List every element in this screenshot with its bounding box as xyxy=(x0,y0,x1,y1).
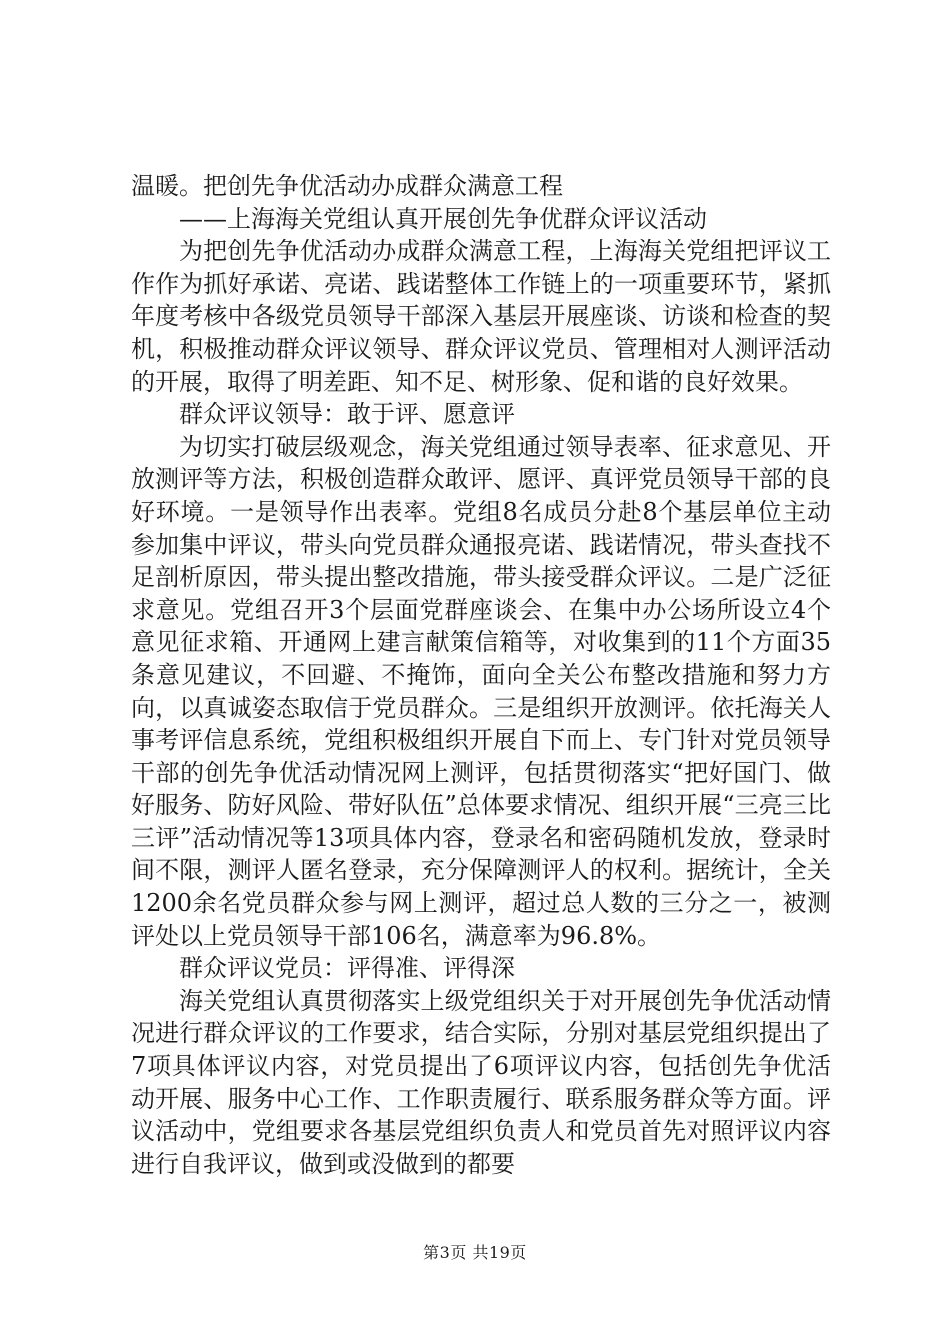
paragraph-leaders: 为切实打破层级观念，海关党组通过领导表率、征求意见、开放测评等方法，积极创造群众敢评、愿评、真评党员领导干部的良好环境。一是领导作出表率。党组8名成员分赴8个基层单位主动参加集中评议，带头向党员群众通报亮诺、践诺情况，带头查找不足剖析原因，带头提出整改措施，带头接受群众评议。二是广泛征求意见。党组召开3个层面党群座谈会、在集中办公场所设立4个意见征求箱、开通网上建言献策信箱等，对收集到的11个方面35条意见建议，不回避、不掩饰，面向全关公布整改措施和努力方向，以真诚姿态取信于党员群众。三是组织开放测评。依托海关人事考评信息系统，党组积极组织开展自下而上、专门针对党员领导干部的创先争优活动情况网上测评，包括贯彻落实“把好国门、做好服务、防好风险、带好队伍”总体要求情况、组织开展“三亮三比三评”活动情况等13项具体内容，登录名和密码随机发放，登录时间不限，测评人匿名登录，充分保障测评人的权利。据统计，全关1200余名党员群众参与网上测评，超过总人数的三分之一，被测评处以上党员领导干部106名，满意率为96.8%。 xyxy=(131,432,831,950)
section-heading-leaders: 群众评议领导：敢于评、愿意评 xyxy=(179,400,515,429)
document-subtitle: ——上海海关党组认真开展创先争优群众评议活动 xyxy=(179,204,707,233)
page-number-footer: 第3页 共19页 xyxy=(423,1243,527,1262)
document-title-line: 温暖。把创先争优活动办成群众满意工程 xyxy=(131,172,563,200)
section-heading-members: 群众评议党员：评得准、评得深 xyxy=(179,954,515,983)
paragraph-members: 海关党组认真贯彻落实上级党组织关于对开展创先争优活动情况进行群众评议的工作要求，结合实际，分别对基层党组织提出了7项具体评议内容，对党员提出了6项评议内容，包括创先争优活动开展、服务中心工作、工作职责履行、联系服务群众等方面。评议活动中，党组要求各基层党组织负责人和党员首先对照评议内容进行自我评议，做到或没做到的都要 xyxy=(131,986,831,1178)
paragraph-intro: 为把创先争优活动办成群众满意工程，上海海关党组把评议工作作为抓好承诺、亮诺、践诺整体工作链上的一项重要环节，紧抓年度考核中各级党员领导干部深入基层开展座谈、访谈和检查的契机，积极推动群众评议领导、群众评议党员、管理相对人测评活动的开展，取得了明差距、知不足、树形象、促和谐的良好效果。 xyxy=(131,237,831,396)
document-body xyxy=(131,170,831,1180)
